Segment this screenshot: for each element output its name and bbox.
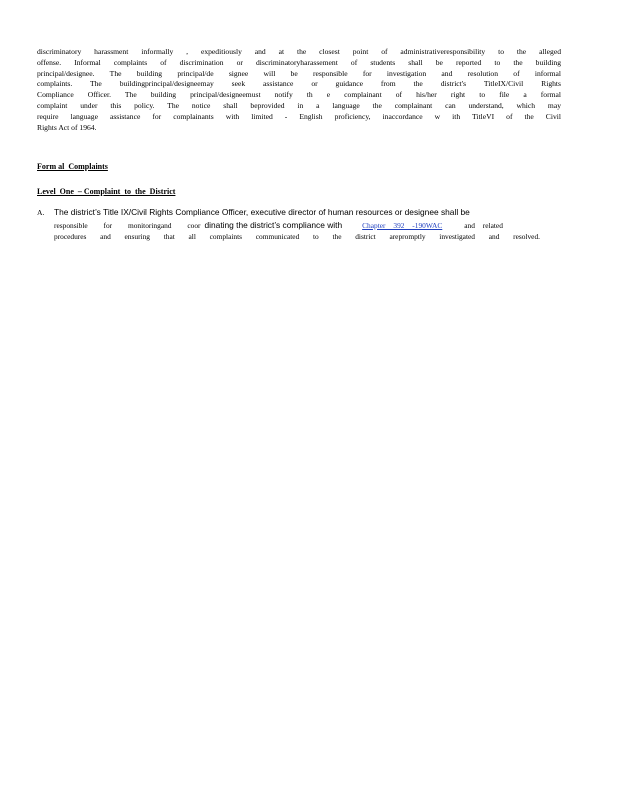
paragraph-line: complaints. The buildingprincipal/designeemay seek assistance or guidance from the district's TitleIX/Civil Rights: [37, 79, 561, 89]
paragraph-line: Compliance Officer. The building principal/designeemust notify th e complainant of his/her right to file a formal: [37, 90, 561, 100]
formal-complaints-heading: Form al Complaints: [37, 162, 108, 171]
paragraph-line: require language assistance for complainants with limited - English proficiency, inaccordance w ith TitleVI of the Civil: [37, 111, 561, 121]
list-marker: A.: [37, 208, 45, 217]
item-text: and related: [464, 221, 503, 230]
item-text: responsible for monitoringand coor: [54, 221, 201, 230]
informal-complaints-paragraph: [37, 47, 561, 133]
list-item-body: [54, 207, 557, 242]
item-line: procedures and ensuring that all complaints communicated to the district arepromptly investigated and resolved.: [54, 232, 540, 241]
list-item-a: [37, 207, 557, 242]
item-line: [54, 218, 557, 231]
item-text: dinating the district’s compliance with: [204, 220, 343, 230]
paragraph-line: offense. Informal complaints of discrimination or discriminatoryharassement of students shall be reported to the building: [37, 57, 561, 67]
item-line: The district’s Title IX/Civil Rights Compliance Officer, executive director of human resources or designee shall be: [54, 207, 470, 217]
paragraph-line: discriminatory harassment informally , expeditiously and at the closest point of administrativeresponsibility to the alleged: [37, 47, 561, 56]
level-one-heading: Level One – Complaint to the District: [37, 187, 176, 196]
paragraph-line: Rights Act of 1964.: [37, 122, 97, 132]
wac-chapter-link[interactable]: Chapter 392 -190WAC: [362, 221, 443, 230]
paragraph-line: complaint under this policy. The notice shall beprovided in a language the complainant can understand, which may: [37, 100, 561, 110]
paragraph-line: principal/designee. The building principal/de signee will be responsible for investigation and resolution of informal: [37, 68, 561, 78]
